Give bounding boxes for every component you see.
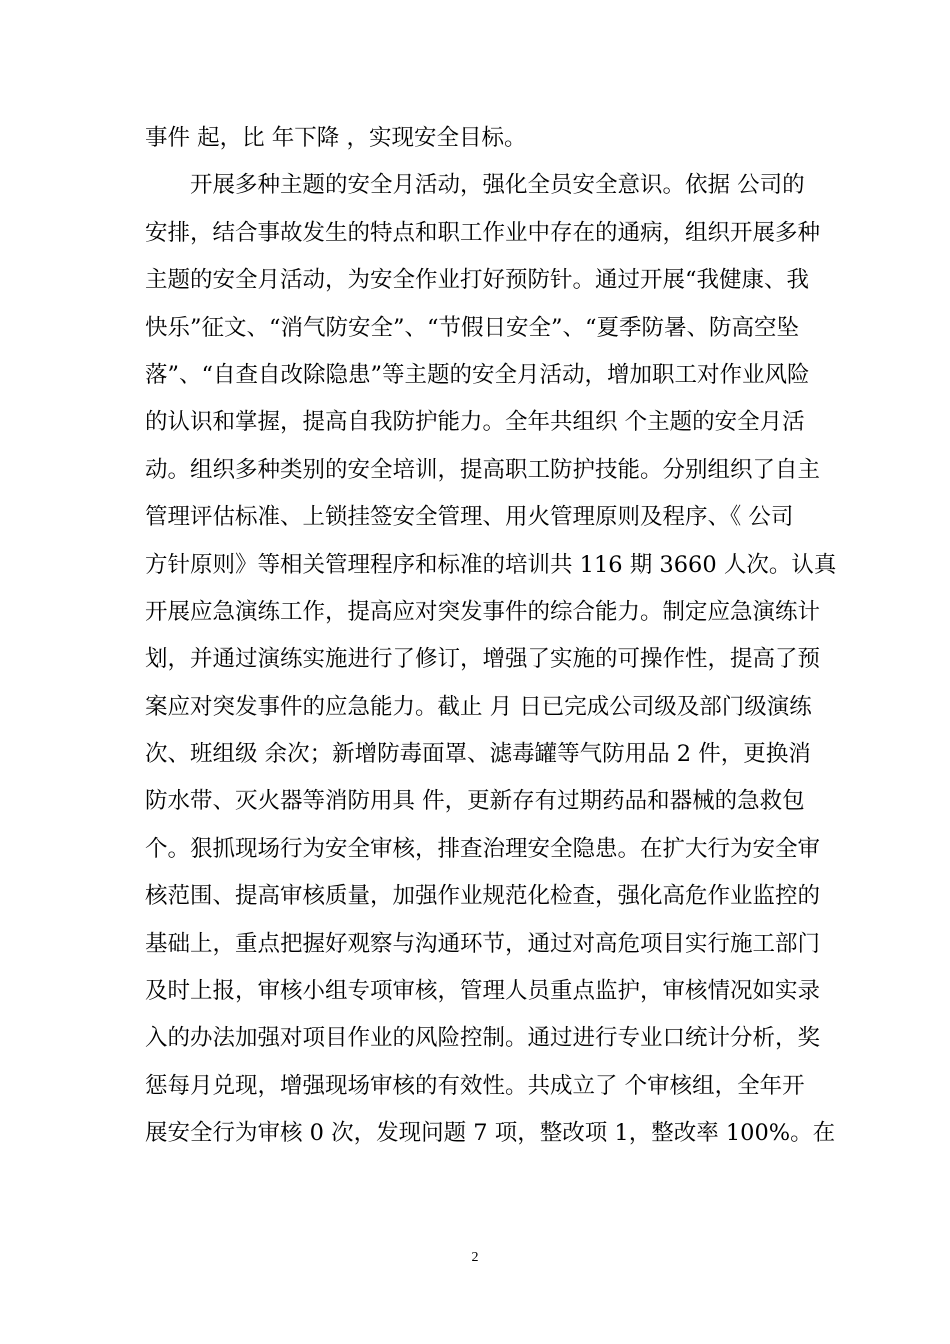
text-line: 次、班组级 余次；新增防毒面罩、滤毒罐等气防用品 2 件，更换消 [145,741,811,768]
text-line: 防水带、灭火器等消防用具 件，更新存有过期药品和器械的急救包 [145,788,805,815]
text-line: 惩每月兑现，增强现场审核的有效性。共成立了 个审核组，全年开 [145,1072,805,1099]
text-line: 落”、“自查自改除隐患”等主题的安全月活动，增加职工对作业风险 [145,361,810,388]
text-line: 入的办法加强对项目作业的风险控制。通过进行专业口统计分析，奖 [145,1025,821,1052]
text-line: 核范围、提高审核质量，加强作业规范化检查，强化高危作业监控的 [145,883,821,910]
body-text [145,115,837,1158]
text-line: 管理评估标准、上锁挂签安全管理、用火管理原则及程序、《 公司 [145,504,794,531]
text-line: 基础上，重点把握好观察与沟通环节，通过对高危项目实行施工部门 [145,930,821,957]
text-line: 主题的安全月活动，为安全作业打好预防针。通过开展“我健康、我 [145,267,810,294]
text-line: 展安全行为审核 0 次，发现问题 7 项，整改项 1，整改率 100%。在 [145,1120,836,1147]
text-line: 的认识和掌握，提高自我防护能力。全年共组织 个主题的安全月活 [145,409,805,436]
page-number: 2 [471,1250,479,1265]
text-line: 开展应急演练工作，提高应对突发事件的综合能力。制定应急演练计 [145,598,821,625]
text-line: 案应对突发事件的应急能力。截止 月 日已完成公司级及部门级演练 [145,693,812,720]
text-line: 事件 起，比 年下降 ，实现安全目标。 [145,125,527,151]
text-line: 开展多种主题的安全月活动，强化全员安全意识。依据 公司的 [190,172,805,199]
text-line: 及时上报，审核小组专项审核，管理人员重点监护，审核情况如实录 [145,978,821,1005]
text-line: 方针原则》等相关管理程序和标准的培训共 116 期 3660 人次。认真 [145,551,837,578]
text-line: 划，并通过演练实施进行了修订，增强了实施的可操作性，提高了预 [145,646,821,673]
text-line: 个。狠抓现场行为安全审核，排查治理安全隐患。在扩大行为安全审 [145,835,821,862]
text-line: 安排，结合事故发生的特点和职工作业中存在的通病，组织开展多种 [145,219,821,246]
text-line: 快乐”征文、“消气防安全”、“节假日安全”、“夏季防暑、防高空坠 [145,314,800,341]
text-line: 动。组织多种类别的安全培训，提高职工防护技能。分别组织了自主 [145,456,821,483]
